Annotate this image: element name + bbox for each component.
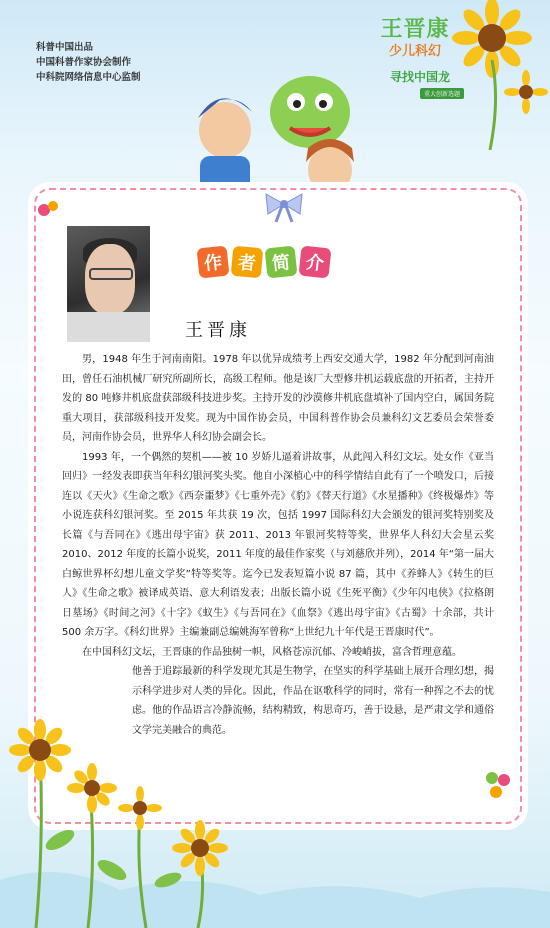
heading-char: 作 — [197, 246, 230, 279]
brand-title: 王晋康 — [380, 17, 450, 42]
cartoon-characters-illustration — [170, 52, 390, 202]
button-decoration-icon — [36, 198, 60, 220]
section-heading — [198, 247, 330, 277]
brand-tagline: 寻找中国龙 — [390, 70, 451, 84]
brand-badge: 重大创新选题 — [420, 88, 464, 99]
heading-char: 者 — [231, 246, 264, 279]
brand-subtitle: 少儿科幻 — [388, 44, 441, 59]
credit-line: 中科院网络信息中心监制 — [36, 72, 141, 83]
bio-paragraph: 他善于追踪最新的科学发现尤其是生物学，在坚实的科学基础上展开合理幻想，揭示科学进步对人类的异化。因此，作品在讴歌科学的同时，常有一种挥之不去的忧虑。他的作品语言冷静流畅，结构精致，构思奇巧，善于设悬，是严肃文学和通俗文学完美融合的典范。 — [132, 666, 494, 736]
bio-paragraph: 1993 年，一个偶然的契机——被 10 岁娇儿逼着讲故事，从此闯入科幻文坛。处女作《亚当回归》一经发表即获当年科幻银河奖头奖。他自小深植心中的科学情结自此有了一个喷发口，后接连以《天火》《生命之歌》《西奈噩梦》《七重外壳》《豹》《替天行道》《水星播种》《终极爆炸》等小说连获科幻银河奖。至 2015 年共获 19 次，包括 1997 国际科幻大会颁发的银河奖特别奖及长篇《与吾同在》《逃出母宇宙》获 2011、2013 年银河奖特等奖，世界华人科幻大会星云奖 2010、2012 年度的长篇小说奖，2011 年度的最佳作家奖（与刘慈欣并列），2014 年“第一届大白鲸世界杯幻想儿童文学奖”特等奖等。迄今已发表短篇小说 87 篇，其中《养蜂人》《转生的巨人》《生命之歌》被译成英语、意大利语发表；出版长篇小说《生死平衡》《少年闪电侠》《拉格朗日墓场》《时间之河》《十字》《蚁生》《与吾同在》《血祭》《逃出母宇宙》《古蜀》十余部，共计 500 余万字。《科幻世界》主编兼副总编姚海军曾称“上世纪九十年代是王晋康时代”。 — [62, 451, 494, 638]
credit-line: 中国科普作家协会制作 — [36, 57, 132, 68]
heading-char: 介 — [299, 246, 332, 279]
bio-paragraph: 男，1948 年生于河南南阳。1978 年以优异成绩考上西安交通大学，1982 年分配到河南油田，曾任石油机械厂研究所副所长，高级工程师。他是该厂大型修井机运载底盘的开拓者，主持开发的 80 吨修井机底盘获部级科技进步奖。主持开发的沙漠修井机底盘填补了国内空白，属国务院重大项目，获部级科技开发奖。现为中国作协会员，中国科普作协会员兼科幻文艺委员会荣誉委员，河南作协会员，世界华人科幻协会副会长。 — [62, 354, 494, 443]
credit-line: 科普中国出品 — [36, 42, 94, 53]
heading-char: 简 — [265, 246, 298, 279]
credits — [36, 40, 141, 85]
author-name: 王晋康 — [185, 320, 251, 341]
author-photo — [67, 226, 150, 342]
bio-paragraph: 在中国科幻文坛，王晋康的作品独树一帜，风格苍凉沉郁、冷峻峭拔，富含哲理意蕴。 — [82, 646, 462, 658]
sunflower-field-decoration-icon — [0, 640, 550, 928]
ribbon-bow-icon — [262, 190, 306, 224]
